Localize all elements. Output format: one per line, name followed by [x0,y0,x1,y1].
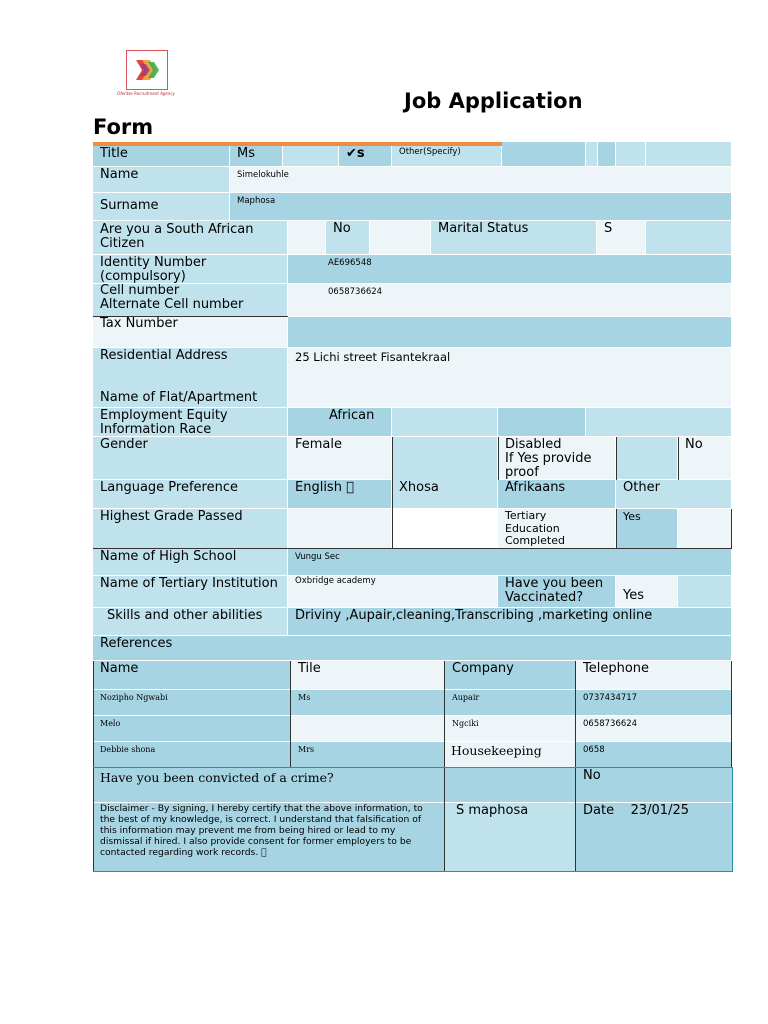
divider [616,509,617,549]
ref-3-title[interactable]: Mrs [291,742,445,768]
ref-col-title: Tile [291,661,445,690]
equity-label: Employment Equity Information Race [93,408,288,437]
disclaimer-text: Disclaimer - By signing, I hereby certify that the above information, to the best of my knowledge, is correct. I understand that falsification of this information may prevent me from being hired or lead to my dismissal if hired. I also provide consent for former employers to be contacted regarding work records.   [93,803,445,872]
cell-number-label: Cell number Alternate Cell number [93,284,288,317]
race-field[interactable]: African [288,408,392,437]
tax-number-field[interactable] [288,317,732,348]
tertiary-institution-field[interactable]: Oxbridge academy [288,576,498,608]
crime-blank [445,768,576,803]
references-header: References [93,636,732,661]
tertiary-no-box[interactable] [678,509,732,549]
ref-3-company[interactable]: Housekeeping [445,742,576,768]
disabled-label: Disabled If Yes provide proof [498,437,616,480]
ref-1-name[interactable]: Nozipho Ngwabi [93,690,291,716]
identity-label: Identity Number (compulsory) [93,255,288,284]
language-english[interactable]: English   [288,480,392,509]
disabled-no-option[interactable]: No [678,437,732,480]
vaccinated-no-box[interactable] [678,576,732,608]
disabled-yes-box[interactable] [616,437,678,480]
grade-field[interactable] [288,509,392,549]
high-school-label: Name of High School [93,549,288,576]
ref-1-title[interactable]: Ms [291,690,445,716]
tertiary-institution-label: Name of Tertiary Institution [93,576,288,608]
citizen-no-option[interactable]: No [326,221,370,255]
address-label-cell [93,348,288,408]
tertiary-yes[interactable]: Yes [616,509,678,549]
ref-col-company: Company [445,661,576,690]
title-option-other[interactable]: Other(Specify) [392,146,502,167]
divider [678,437,679,480]
form-title-line2: Form [93,115,154,139]
divider [732,768,733,872]
divider [93,871,733,872]
skills-label: Skills and other abilities [93,608,288,636]
crime-answer[interactable]: No [576,768,733,803]
ref-3-telephone[interactable]: 0658 [576,742,732,768]
gender-field[interactable]: Female [288,437,392,480]
ref-2-title[interactable] [291,716,445,742]
name-field[interactable]: Simelokuhle [230,167,732,193]
title-spacer [586,142,598,167]
citizen-blank [370,221,431,255]
vaccinated-label: Have you been Vaccinated? [498,576,616,608]
surname-label: Surname [93,193,230,221]
crime-label: Have you been convicted of a crime? [93,768,445,803]
marital-status-field[interactable]: S [597,221,646,255]
language-other[interactable]: Other [616,480,732,509]
ref-2-company[interactable]: Ngciki [445,716,576,742]
citizen-yes-box[interactable] [288,221,326,255]
language-xhosa[interactable]: Xhosa [399,480,439,495]
title-spacer [502,142,586,167]
title-spacer [616,142,646,167]
form-title-line1: Job Application [404,89,583,113]
citizen-label: Are you a South African Citizen [93,221,288,255]
equity-blank [392,408,498,437]
tax-number-label: Tax Number [93,317,288,348]
ref-1-telephone[interactable]: 0737434717 [576,690,732,716]
address-field[interactable]: 25 Lichi street Fisantekraal [288,348,732,408]
high-school-field[interactable]: Vungu Sec [288,549,732,576]
date-field[interactable]: Date 23/01/25 [576,803,733,872]
ref-col-telephone: Telephone [576,661,732,690]
signature-field[interactable]: S maphosa [445,803,576,872]
company-logo [126,50,168,90]
ref-3-name[interactable]: Debbie shona [93,742,291,768]
title-label: Title [93,146,230,167]
title-spacer [598,142,616,167]
title-option-blank[interactable] [283,146,339,167]
name-label: Name [93,167,230,193]
divider [731,661,732,768]
tertiary-label: Tertiary Education Completed [498,509,616,549]
identity-field[interactable]: AE696548 [288,255,732,284]
ref-2-telephone[interactable]: 0658736624 [576,716,732,742]
cell-number-field[interactable]: 0658736624 [288,284,732,317]
divider [731,509,732,549]
divider [93,767,733,768]
divider [616,437,617,480]
vaccinated-yes[interactable]: Yes [616,576,678,608]
address-label: Residential Address [100,348,228,363]
marital-blank [646,221,732,255]
ref-col-name: Name [93,661,291,690]
title-option-mrs[interactable]: ✔s [339,146,392,167]
language-afrikaans[interactable]: Afrikaans [498,480,616,509]
title-spacer [646,142,732,167]
surname-field[interactable]: Maphosa [230,193,732,221]
grade-label: Highest Grade Passed [93,509,288,549]
gender-label: Gender [93,437,288,480]
skills-field[interactable]: Driviny ,Aupair,cleaning,Transcribing ,marketing online [288,608,732,636]
logo-caption: Ofentse Recruitment Agency [117,91,175,96]
equity-blank [586,408,732,437]
title-option-ms[interactable]: Ms [230,146,283,167]
equity-blank [498,408,586,437]
marital-status-label: Marital Status [431,221,597,255]
language-label: Language Preference [93,480,288,509]
ref-1-company[interactable]: Aupair [445,690,576,716]
flat-label: Name of Flat/Apartment [100,390,258,405]
ref-2-name[interactable]: Melo [93,716,291,742]
divider [290,661,291,768]
